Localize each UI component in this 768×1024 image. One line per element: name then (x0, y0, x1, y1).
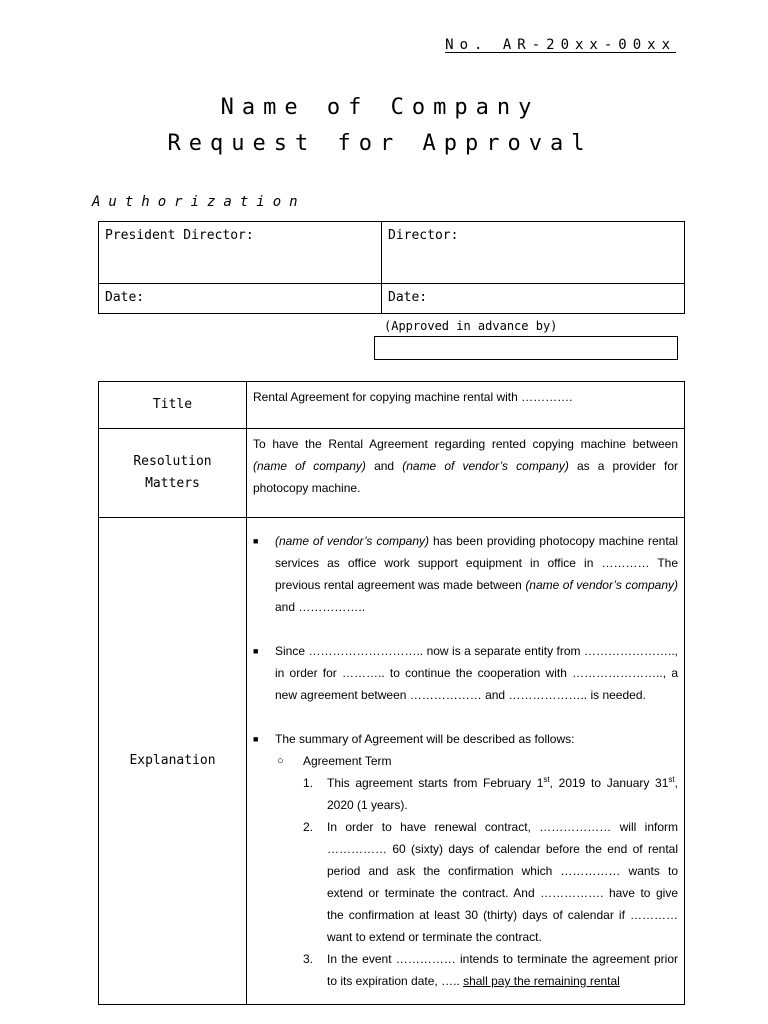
list-text: In the event …………… intends to terminate the agreement prior to its expiration date, ….. (327, 952, 678, 988)
bullet-item (253, 640, 678, 706)
director-label: Director: (388, 228, 459, 243)
vendor-placeholder: (name of vendor’s company) (525, 578, 678, 592)
vendor-placeholder: (name of vendor’s company) (402, 459, 569, 473)
title-value: Rental Agreement for copying machine rental with …………. (247, 382, 685, 429)
bullet-text: and …………….. (275, 600, 366, 614)
date-cell-president[interactable] (99, 284, 382, 314)
resolution-text-part: and (374, 459, 395, 473)
title-row (99, 382, 685, 429)
sub-bullet-item (253, 750, 678, 772)
authorization-heading: Authorization (92, 194, 306, 210)
authorization-table (98, 221, 685, 314)
bullet-text: The summary of Agreement will be described as follows: (275, 732, 575, 746)
vendor-placeholder: (name of vendor’s company) (275, 534, 430, 548)
date-label: Date: (388, 290, 428, 305)
explanation-row (99, 518, 685, 1005)
document-number: No. AR-20xx-00xx (445, 37, 676, 53)
list-number: 1. (303, 776, 314, 790)
title-label: Title (99, 382, 247, 429)
request-table (98, 381, 685, 1005)
date-cell-director[interactable] (382, 284, 685, 314)
list-text: , 2020 (1 years). (327, 776, 678, 812)
ordinal-suffix: st (668, 775, 675, 784)
advance-approval-box[interactable] (374, 336, 678, 360)
bullet-text: Since ……………………….. now is a separate entity from ………………….., in order for ……….. to continue the cooperation with ………………….., a new agreement between ……………… and ……………….. is needed. (275, 644, 678, 702)
explanation-content (247, 518, 685, 1005)
bullet-item (253, 728, 678, 750)
square-bullet-icon: ■ (253, 646, 259, 656)
director-cell[interactable] (382, 222, 685, 284)
resolution-label-line1: Resolution (133, 454, 212, 469)
explanation-label: Explanation (99, 518, 247, 1005)
circle-bullet-icon: ○ (277, 755, 284, 767)
resolution-label (99, 429, 247, 518)
bullet-text: has been providing photocopy machine rental services as office work support equipment in office in ………… The previous rental agreement was made between (275, 534, 678, 592)
list-item (253, 948, 678, 992)
list-text: In order to have renewal contract, ……………… will inform …………… 60 (sixty) days of calendar before the end of rental period and ask the confirmation which …………… wants to extend or terminate the contract. And ……………. have to give the confirmation at least 30 (thirty) days of calendar if ………… want to extend or terminate the contract. (327, 820, 678, 944)
document-title: Request for Approval (167, 131, 593, 156)
resolution-text-part: To have the Rental Agreement regarding rented copying machine between (253, 437, 678, 451)
list-item (253, 816, 678, 948)
ordinal-suffix: st (543, 775, 550, 784)
list-text: This agreement starts from February 1 (327, 776, 544, 790)
square-bullet-icon: ■ (253, 536, 259, 546)
president-director-label: President Director: (105, 228, 254, 243)
president-director-cell[interactable] (99, 222, 382, 284)
resolution-text-part: as a provider for photocopy machine. (253, 459, 679, 495)
agreement-term-heading: Agreement Term (303, 754, 392, 768)
square-bullet-icon: ■ (253, 734, 259, 744)
company-placeholder: (name of company) (253, 459, 366, 473)
advance-approval-label: (Approved in advance by) (384, 319, 558, 333)
resolution-label-line2: Matters (145, 476, 200, 491)
bullet-item (253, 530, 678, 618)
company-name: Name of Company (220, 95, 540, 120)
list-number: 2. (303, 820, 314, 834)
resolution-text (247, 429, 685, 518)
resolution-row (99, 429, 685, 518)
list-number: 3. (303, 952, 314, 966)
underlined-text: shall pay the remaining rental (463, 974, 620, 988)
page-title (0, 90, 760, 162)
list-text: , 2019 to January 31 (549, 776, 669, 790)
agreement-term-list (253, 772, 678, 992)
list-item (253, 772, 678, 816)
date-label: Date: (105, 290, 145, 305)
